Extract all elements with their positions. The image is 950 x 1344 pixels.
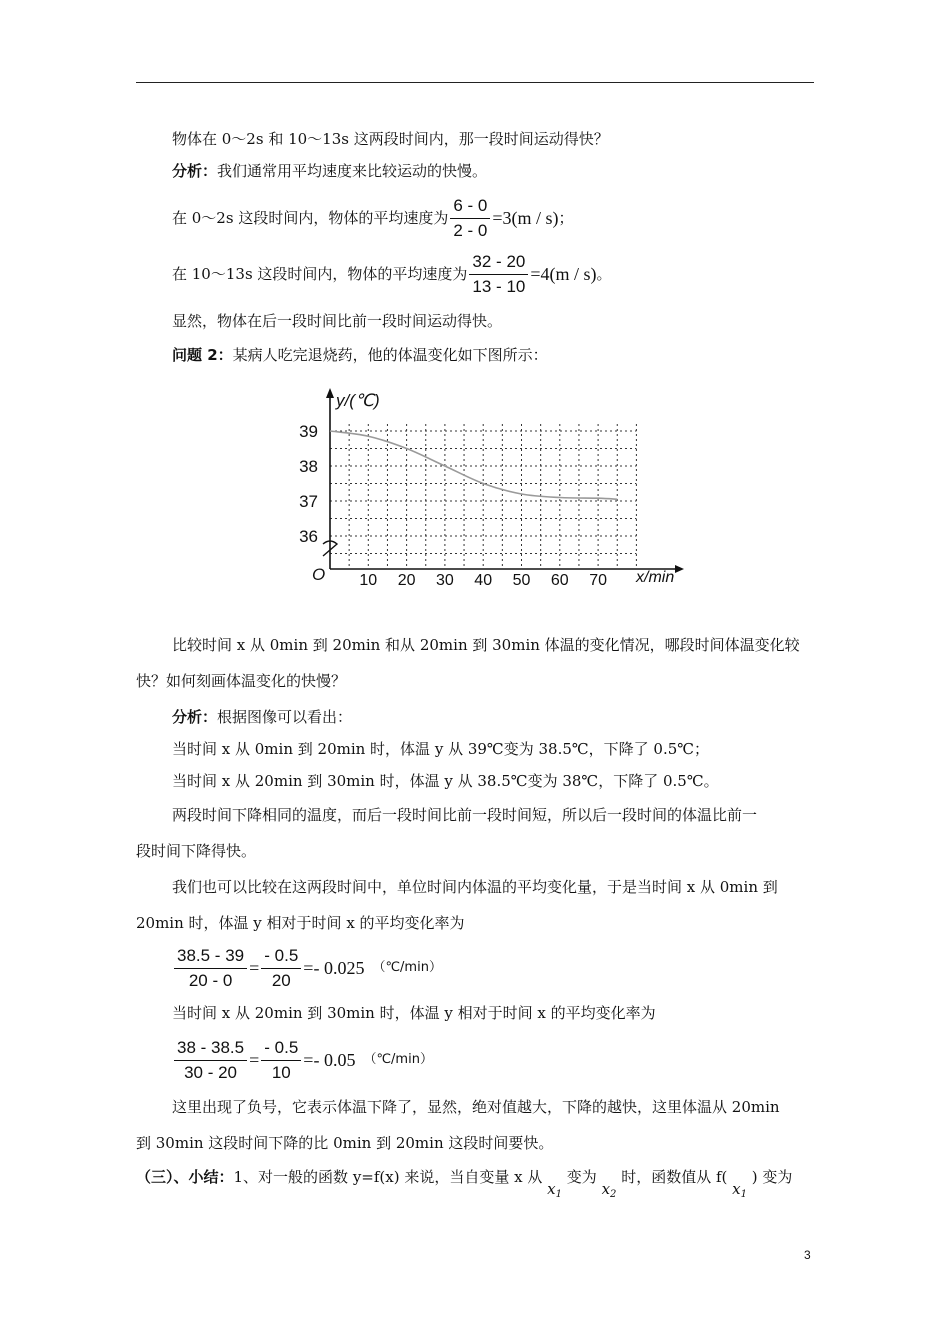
summary-text-c: 时，函数值从 f( — [621, 1168, 728, 1186]
x-tick-label: 50 — [512, 572, 531, 589]
paragraph-negative: 这里出现了负号，它表示体温下降了，显然，绝对值越大，下降的越快，这里体温从 20min — [172, 1098, 780, 1116]
eq1-result: =- 0.025 — [303, 958, 365, 978]
paragraph-rate-cont: 20min 时，体温 y 相对于时间 x 的平均变化率为 — [136, 914, 465, 932]
paragraph-rate-2: 当时间 x 从 20min 到 30min 时，体温 y 相对于时间 x 的平均变化率为 — [172, 1004, 656, 1022]
y-tick-label: 38 — [299, 457, 318, 476]
paragraph-summary-cont: 段时间下降得快。 — [136, 842, 257, 860]
y-tick-label: 36 — [299, 527, 318, 546]
y-tick-label: 39 — [299, 422, 318, 441]
velocity-2-end: 。 — [596, 265, 612, 283]
eq2-fraction-2 — [261, 1038, 301, 1083]
temperature-curve — [330, 431, 617, 499]
paragraph-conclusion: 显然，物体在后一段时间比前一段时间运动得快。 — [172, 312, 503, 330]
x1b-letter: x — [732, 1180, 741, 1198]
velocity-1-numerator: 6 - 0 — [450, 196, 490, 219]
eq2-equals: = — [249, 1050, 260, 1070]
paragraph-interval-2: 当时间 x 从 20min 到 30min 时，体温 y 从 38.5℃变为 38℃，下降了 0.5℃。 — [172, 772, 719, 790]
x1-letter: x — [547, 1180, 556, 1198]
paragraph-question-2 — [172, 344, 548, 366]
eq1-denominator-2: 20 — [271, 970, 291, 990]
equation-2 — [172, 1034, 433, 1086]
equation-1 — [172, 942, 442, 994]
y-axis-label: y/(℃) — [336, 391, 380, 410]
header-rule — [136, 82, 814, 83]
paragraph-velocity-1 — [172, 194, 574, 242]
eq2-numerator-1: 38 - 38.5 — [174, 1038, 247, 1061]
x2-symbol — [602, 1178, 617, 1206]
paragraph-compare: 比较时间 x 从 0min 到 20min 和从 20min 到 30min 体温的变化情况，哪段时间体温变化较 — [172, 636, 800, 654]
eq1-equals: = — [249, 958, 260, 978]
paragraph-negative-cont: 到 30min 这段时间下降的比 0min 到 20min 这段时间要快。 — [136, 1134, 554, 1152]
x1-subscript: 1 — [555, 1189, 562, 1200]
x-tick-label: 60 — [550, 572, 569, 589]
x1-symbol — [547, 1178, 562, 1206]
question-2-label: 问题 2： — [172, 346, 233, 364]
analysis-label: 分析： — [172, 162, 218, 180]
eq2-denominator-1: 30 - 20 — [184, 1062, 238, 1082]
x-tick-label: 40 — [474, 572, 493, 589]
analysis-2-label: 分析： — [172, 708, 218, 726]
x-tick-label: 70 — [589, 572, 607, 589]
question-2-text: 某病人吃完退烧药，他的体温变化如下图所示： — [232, 346, 548, 364]
paragraph-summary-section — [136, 1166, 793, 1200]
paragraph-interval-1: 当时间 x 从 0min 到 20min 时，体温 y 从 39℃变为 38.5℃，下降了 0.5℃； — [172, 740, 710, 758]
analysis-2-text: 根据图像可以看出： — [217, 708, 353, 726]
eq2-fraction-1 — [174, 1038, 247, 1083]
paragraph-compare-cont: 快？如何刻画体温变化的快慢？ — [136, 672, 347, 690]
x1b-subscript: 1 — [740, 1189, 747, 1200]
eq1-numerator-2: - 0.5 — [261, 946, 301, 969]
y-axis-arrow — [326, 388, 334, 398]
eq2-unit: （℃/min） — [363, 1052, 433, 1067]
velocity-2-fraction — [469, 252, 528, 297]
x1b-symbol — [732, 1178, 747, 1206]
summary-label: （三）、小结： — [136, 1168, 234, 1186]
velocity-1-result: =3(m / s) — [492, 208, 559, 228]
analysis-text: 我们通常用平均速度来比较运动的快慢。 — [217, 162, 488, 180]
eq1-numerator-1: 38.5 - 39 — [174, 946, 247, 969]
paragraph-summary: 两段时间下降相同的温度，而后一段时间比前一段时间短，所以后一段时间的体温比前一 — [172, 806, 758, 824]
origin-label: O — [312, 565, 326, 584]
velocity-1-end: ； — [558, 209, 574, 227]
x-tick-label: 30 — [436, 572, 454, 589]
page-number: 3 — [804, 1248, 811, 1262]
velocity-1-fraction — [450, 196, 490, 241]
eq2-denominator-2: 10 — [271, 1062, 291, 1082]
velocity-2-text: 在 10～13s 这段时间内，物体的平均速度为 — [172, 265, 468, 283]
eq1-fraction-1 — [174, 946, 247, 991]
eq2-numerator-2: - 0.5 — [261, 1038, 301, 1061]
x-tick-label: 20 — [397, 572, 416, 589]
eq1-fraction-2 — [261, 946, 301, 991]
paragraph-analysis-2 — [172, 706, 352, 728]
velocity-2-numerator: 32 - 20 — [469, 252, 528, 275]
summary-text-a: 1、对一般的函数 y=f(x) 来说，当自变量 x 从 — [233, 1168, 543, 1186]
paragraph-rate: 我们也可以比较在这两段时间中，单位时间内体温的平均变化量，于是当时间 x 从 0min 到 — [172, 878, 778, 896]
x2-subscript: 2 — [610, 1189, 617, 1200]
paragraph-question: 物体在 0～2s 和 10～13s 这两段时间内，那一段时间运动得快？ — [172, 130, 609, 148]
summary-text-d: ) 变为 — [751, 1168, 793, 1186]
x2-letter: x — [601, 1180, 611, 1198]
eq2-result: =- 0.05 — [303, 1050, 356, 1070]
eq1-denominator-1: 20 - 0 — [188, 970, 233, 990]
temperature-chart — [290, 384, 690, 589]
paragraph-analysis — [172, 160, 487, 182]
summary-text-b: 变为 — [566, 1168, 597, 1186]
x-axis-arrow — [675, 565, 684, 573]
velocity-1-text: 在 0～2s 这段时间内，物体的平均速度为 — [172, 209, 449, 227]
paragraph-velocity-2 — [172, 250, 612, 298]
eq1-unit: （℃/min） — [372, 960, 442, 975]
y-tick-label: 37 — [299, 492, 318, 511]
x-axis-label: x/min — [636, 569, 675, 586]
velocity-2-denominator: 13 - 10 — [472, 276, 526, 296]
x-tick-label: 10 — [359, 572, 378, 589]
velocity-1-denominator: 2 - 0 — [453, 220, 488, 240]
velocity-2-result: =4(m / s) — [530, 264, 597, 284]
